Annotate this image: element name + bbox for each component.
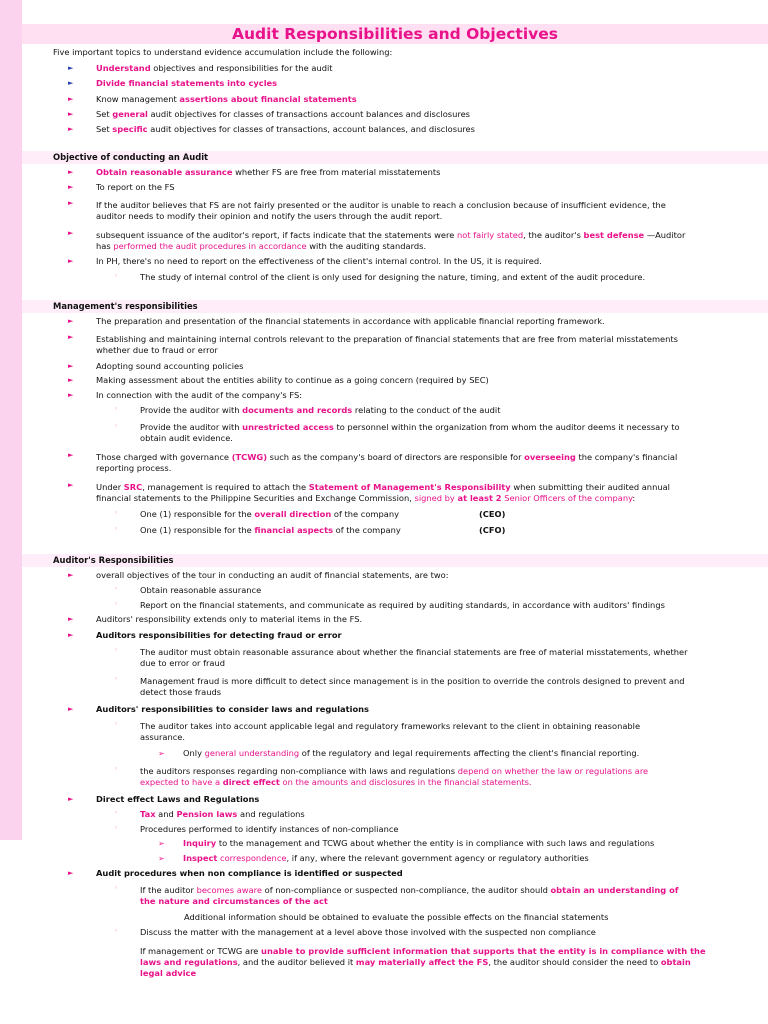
section-heading-objective: Objective of conducting an Audit xyxy=(22,151,768,164)
auditor-item-4-sub-1c: Only general understanding of the regulatory and legal requirements affecting the client's financial reporting. xyxy=(183,748,640,758)
arrow-bullet-icon: ► xyxy=(68,571,74,579)
arrow-bullet-icon: ► xyxy=(68,705,74,713)
objective-item-3b: auditor needs to modify their opinion and notify the users through the audit report. xyxy=(96,211,443,221)
auditor-item-3-sub-1b: due to error or fraud xyxy=(140,658,226,668)
left-margin-lower xyxy=(0,840,22,1024)
auditor-item-5-sub-1: Tax and Pension laws and regulations xyxy=(140,809,305,819)
auditor-item-4-sub-2b: expected to have a direct effect on the amounts and disclosures in the financial statements. xyxy=(140,777,532,787)
circle-bullet-icon: ◦ xyxy=(114,585,119,593)
auditor-item-6-sub-1a: If the auditor becomes aware of non-compliance or suspected non-compliance, the auditor should obtain an understanding of xyxy=(140,885,679,895)
arrow-bullet-icon: ► xyxy=(68,631,74,639)
auditor-item-4: Auditors' responsibilities to consider laws and regulations xyxy=(96,704,369,714)
section-heading-auditor: Auditor's Responsibilities xyxy=(22,554,768,567)
auditor-item-2: Auditors' responsibility extends only to material items in the FS. xyxy=(96,614,363,624)
circle-bullet-icon: ◦ xyxy=(114,884,119,892)
management-item-6a: Those charged with governance (TCWG) such as the company's board of directors are responsible for overseeing the company's financial xyxy=(96,452,678,462)
arrow-bullet-icon: ► xyxy=(68,125,74,133)
circle-bullet-icon: ◦ xyxy=(114,809,119,817)
intro-item-3: Know management assertions about financial statements xyxy=(96,94,357,104)
intro-item-4: Set general audit objectives for classes of transactions account balances and disclosures xyxy=(96,109,471,119)
arrow-bullet-icon: ► xyxy=(68,183,74,191)
circle-bullet-icon: ◦ xyxy=(114,646,119,654)
auditor-item-5-sub-2-a: Inquiry to the management and TCWG about whether the entity is in compliance with such laws and regulations xyxy=(183,838,655,848)
circle-bullet-icon: ◦ xyxy=(114,720,119,728)
objective-item-2: To report on the FS xyxy=(96,182,175,192)
management-item-4: Making assessment about the entities ability to continue as a going concern (required by SEC) xyxy=(96,375,489,385)
intro-lead: Five important topics to understand evidence accumulation include the following: xyxy=(53,47,393,57)
arrow-bullet-icon: ► xyxy=(68,376,74,384)
arrow-bullet-icon: ► xyxy=(68,95,74,103)
left-margin-band xyxy=(0,0,22,840)
objective-item-5: In PH, there's no need to report on the effectiveness of the client's internal control. In the US, it is required. xyxy=(96,256,542,266)
objective-item-1: Obtain reasonable assurance whether FS are free from material misstatements xyxy=(96,167,441,177)
auditor-item-1-sub-1: Obtain reasonable assurance xyxy=(140,585,262,595)
intro-item-2: Divide financial statements into cycles xyxy=(96,78,278,88)
auditor-item-4-sub-1b: assurance. xyxy=(140,732,186,742)
arrow-bullet-icon: ► xyxy=(68,199,74,207)
role-tag-ceo: (CEO) xyxy=(479,509,506,519)
management-item-7a: Under SRC, management is required to attach the Statement of Management's Responsibility when submitting their audited annual xyxy=(96,482,670,492)
circle-bullet-icon: ◦ xyxy=(114,405,119,413)
auditor-item-5: Direct effect Laws and Regulations xyxy=(96,794,260,804)
auditor-item-4-sub-1a: The auditor takes into account applicable legal and regulatory frameworks relevant to the client in obtaining reasonable xyxy=(140,721,641,731)
circle-bullet-icon: ◦ xyxy=(114,600,119,608)
management-item-5: In connection with the audit of the company's FS: xyxy=(96,390,303,400)
arrow-bullet-icon: ► xyxy=(68,391,74,399)
management-item-7-sub-1: One (1) responsible for the overall direction of the company xyxy=(140,509,400,519)
circle-bullet-icon: ◦ xyxy=(114,422,119,430)
circle-bullet-icon: ◦ xyxy=(114,525,119,533)
intro-item-5: Set specific audit objectives for classes of transactions, account balances, and disclosures xyxy=(96,124,475,134)
arrowhead-bullet-icon: ➢ xyxy=(158,839,165,848)
arrow-bullet-icon: ► xyxy=(68,451,74,459)
objective-item-4a: subsequent issuance of the auditor's report, if facts indicate that the statements were not fairly stated, the auditor's best defense —Auditor xyxy=(96,230,686,240)
auditor-item-6-sub-1c: Additional information should be obtained to evaluate the possible effects on the financial statements xyxy=(184,912,609,922)
auditor-item-6: Audit procedures when non compliance is identified or suspected xyxy=(96,868,403,878)
arrow-bullet-icon: ► xyxy=(68,869,74,877)
management-item-6b: reporting process. xyxy=(96,463,172,473)
auditor-item-3-sub-2a: Management fraud is more difficult to detect since management is in the position to override the controls designed to prevent and xyxy=(140,676,685,686)
auditor-item-1-sub-2: Report on the financial statements, and communicate as required by auditing standards, in accordance with auditors' findings xyxy=(140,600,665,610)
auditor-item-3-sub-2b: detect those frauds xyxy=(140,687,222,697)
circle-bullet-icon: ◦ xyxy=(114,509,119,517)
auditor-item-6-sub-1b: the nature and circumstances of the act xyxy=(140,896,328,906)
section-heading-management: Management's responsibilities xyxy=(22,300,768,313)
objective-item-3a: If the auditor believes that FS are not fairly presented or the auditor is unable to reach a conclusion because of insufficient evidence, the xyxy=(96,200,666,210)
arrow-bullet-icon: ► xyxy=(68,64,74,72)
intro-item-1: Understand objectives and responsibilities for the audit xyxy=(96,63,333,73)
document-page xyxy=(22,0,768,1024)
arrow-bullet-icon: ► xyxy=(68,229,74,237)
auditor-item-6-sub-3a: If management or TCWG are unable to provide sufficient information that supports that the entity is in compliance with the xyxy=(140,946,706,956)
arrowhead-bullet-icon: ➢ xyxy=(158,854,165,863)
arrow-bullet-icon: ► xyxy=(68,79,74,87)
management-item-2a: Establishing and maintaining internal controls relevant to the preparation of financial statements that are free from material misstatements xyxy=(96,334,678,344)
arrow-bullet-icon: ► xyxy=(68,481,74,489)
management-item-5-sub-2b: obtain audit evidence. xyxy=(140,433,233,443)
arrow-bullet-icon: ► xyxy=(68,333,74,341)
management-item-5-sub-1: Provide the auditor with documents and records relating to the conduct of the audit xyxy=(140,405,501,415)
role-tag-cfo: (CFO) xyxy=(479,525,506,535)
management-item-1: The preparation and presentation of the financial statements in accordance with applicable financial reporting framework. xyxy=(96,316,605,326)
management-item-3: Adopting sound accounting policies xyxy=(96,361,244,371)
management-item-7-sub-2: One (1) responsible for the financial aspects of the company xyxy=(140,525,401,535)
arrow-bullet-icon: ► xyxy=(68,317,74,325)
circle-bullet-icon: ◦ xyxy=(114,675,119,683)
circle-bullet-icon: ◦ xyxy=(114,927,119,935)
arrow-bullet-icon: ► xyxy=(68,795,74,803)
auditor-item-5-sub-2: Procedures performed to identify instances of non-compliance xyxy=(140,824,399,834)
objective-item-5-sub: The study of internal control of the client is only used for designing the nature, timing, and extent of the audit procedure. xyxy=(140,272,646,282)
auditor-item-6-sub-2: Discuss the matter with the management at a level above those involved with the suspected non compliance xyxy=(140,927,596,937)
arrow-bullet-icon: ► xyxy=(68,615,74,623)
management-item-2b: whether due to fraud or error xyxy=(96,345,218,355)
management-item-7b: financial statements to the Philippine Securities and Exchange Commission, signed by at least 2 Senior Officers of the company: xyxy=(96,493,636,503)
arrow-bullet-icon: ► xyxy=(68,110,74,118)
circle-bullet-icon: ◦ xyxy=(114,824,119,832)
arrow-bullet-icon: ► xyxy=(68,257,74,265)
circle-bullet-icon: ◦ xyxy=(114,765,119,773)
auditor-item-3: Auditors responsibilities for detecting fraud or error xyxy=(96,630,342,640)
auditor-item-1: overall objectives of the tour in conducting an audit of financial statements, are two: xyxy=(96,570,449,580)
objective-item-4b: has performed the audit procedures in accordance with the auditing standards. xyxy=(96,241,427,251)
auditor-item-5-sub-2-b: Inspect correspondence, if any, where the relevant government agency or regulatory authorities xyxy=(183,853,589,863)
management-item-5-sub-2a: Provide the auditor with unrestricted access to personnel within the organization from whom the auditor deems it necessary to xyxy=(140,422,680,432)
auditor-item-4-sub-2a: the auditors responses regarding non-compliance with laws and regulations depend on whether the law or regulations are xyxy=(140,766,649,776)
arrowhead-bullet-icon: ➢ xyxy=(158,749,165,758)
auditor-item-6-sub-3b: laws and regulations, and the auditor believed it may materially affect the FS, the auditor should consider the need to obtain xyxy=(140,957,691,967)
arrow-bullet-icon: ► xyxy=(68,362,74,370)
circle-bullet-icon: ◦ xyxy=(114,272,119,280)
page-title: Audit Responsibilities and Objectives xyxy=(22,24,768,44)
arrow-bullet-icon: ► xyxy=(68,168,74,176)
auditor-item-6-sub-3c: legal advice xyxy=(140,968,197,978)
auditor-item-3-sub-1a: The auditor must obtain reasonable assurance about whether the financial statements are free of material misstatements, whether xyxy=(140,647,688,657)
